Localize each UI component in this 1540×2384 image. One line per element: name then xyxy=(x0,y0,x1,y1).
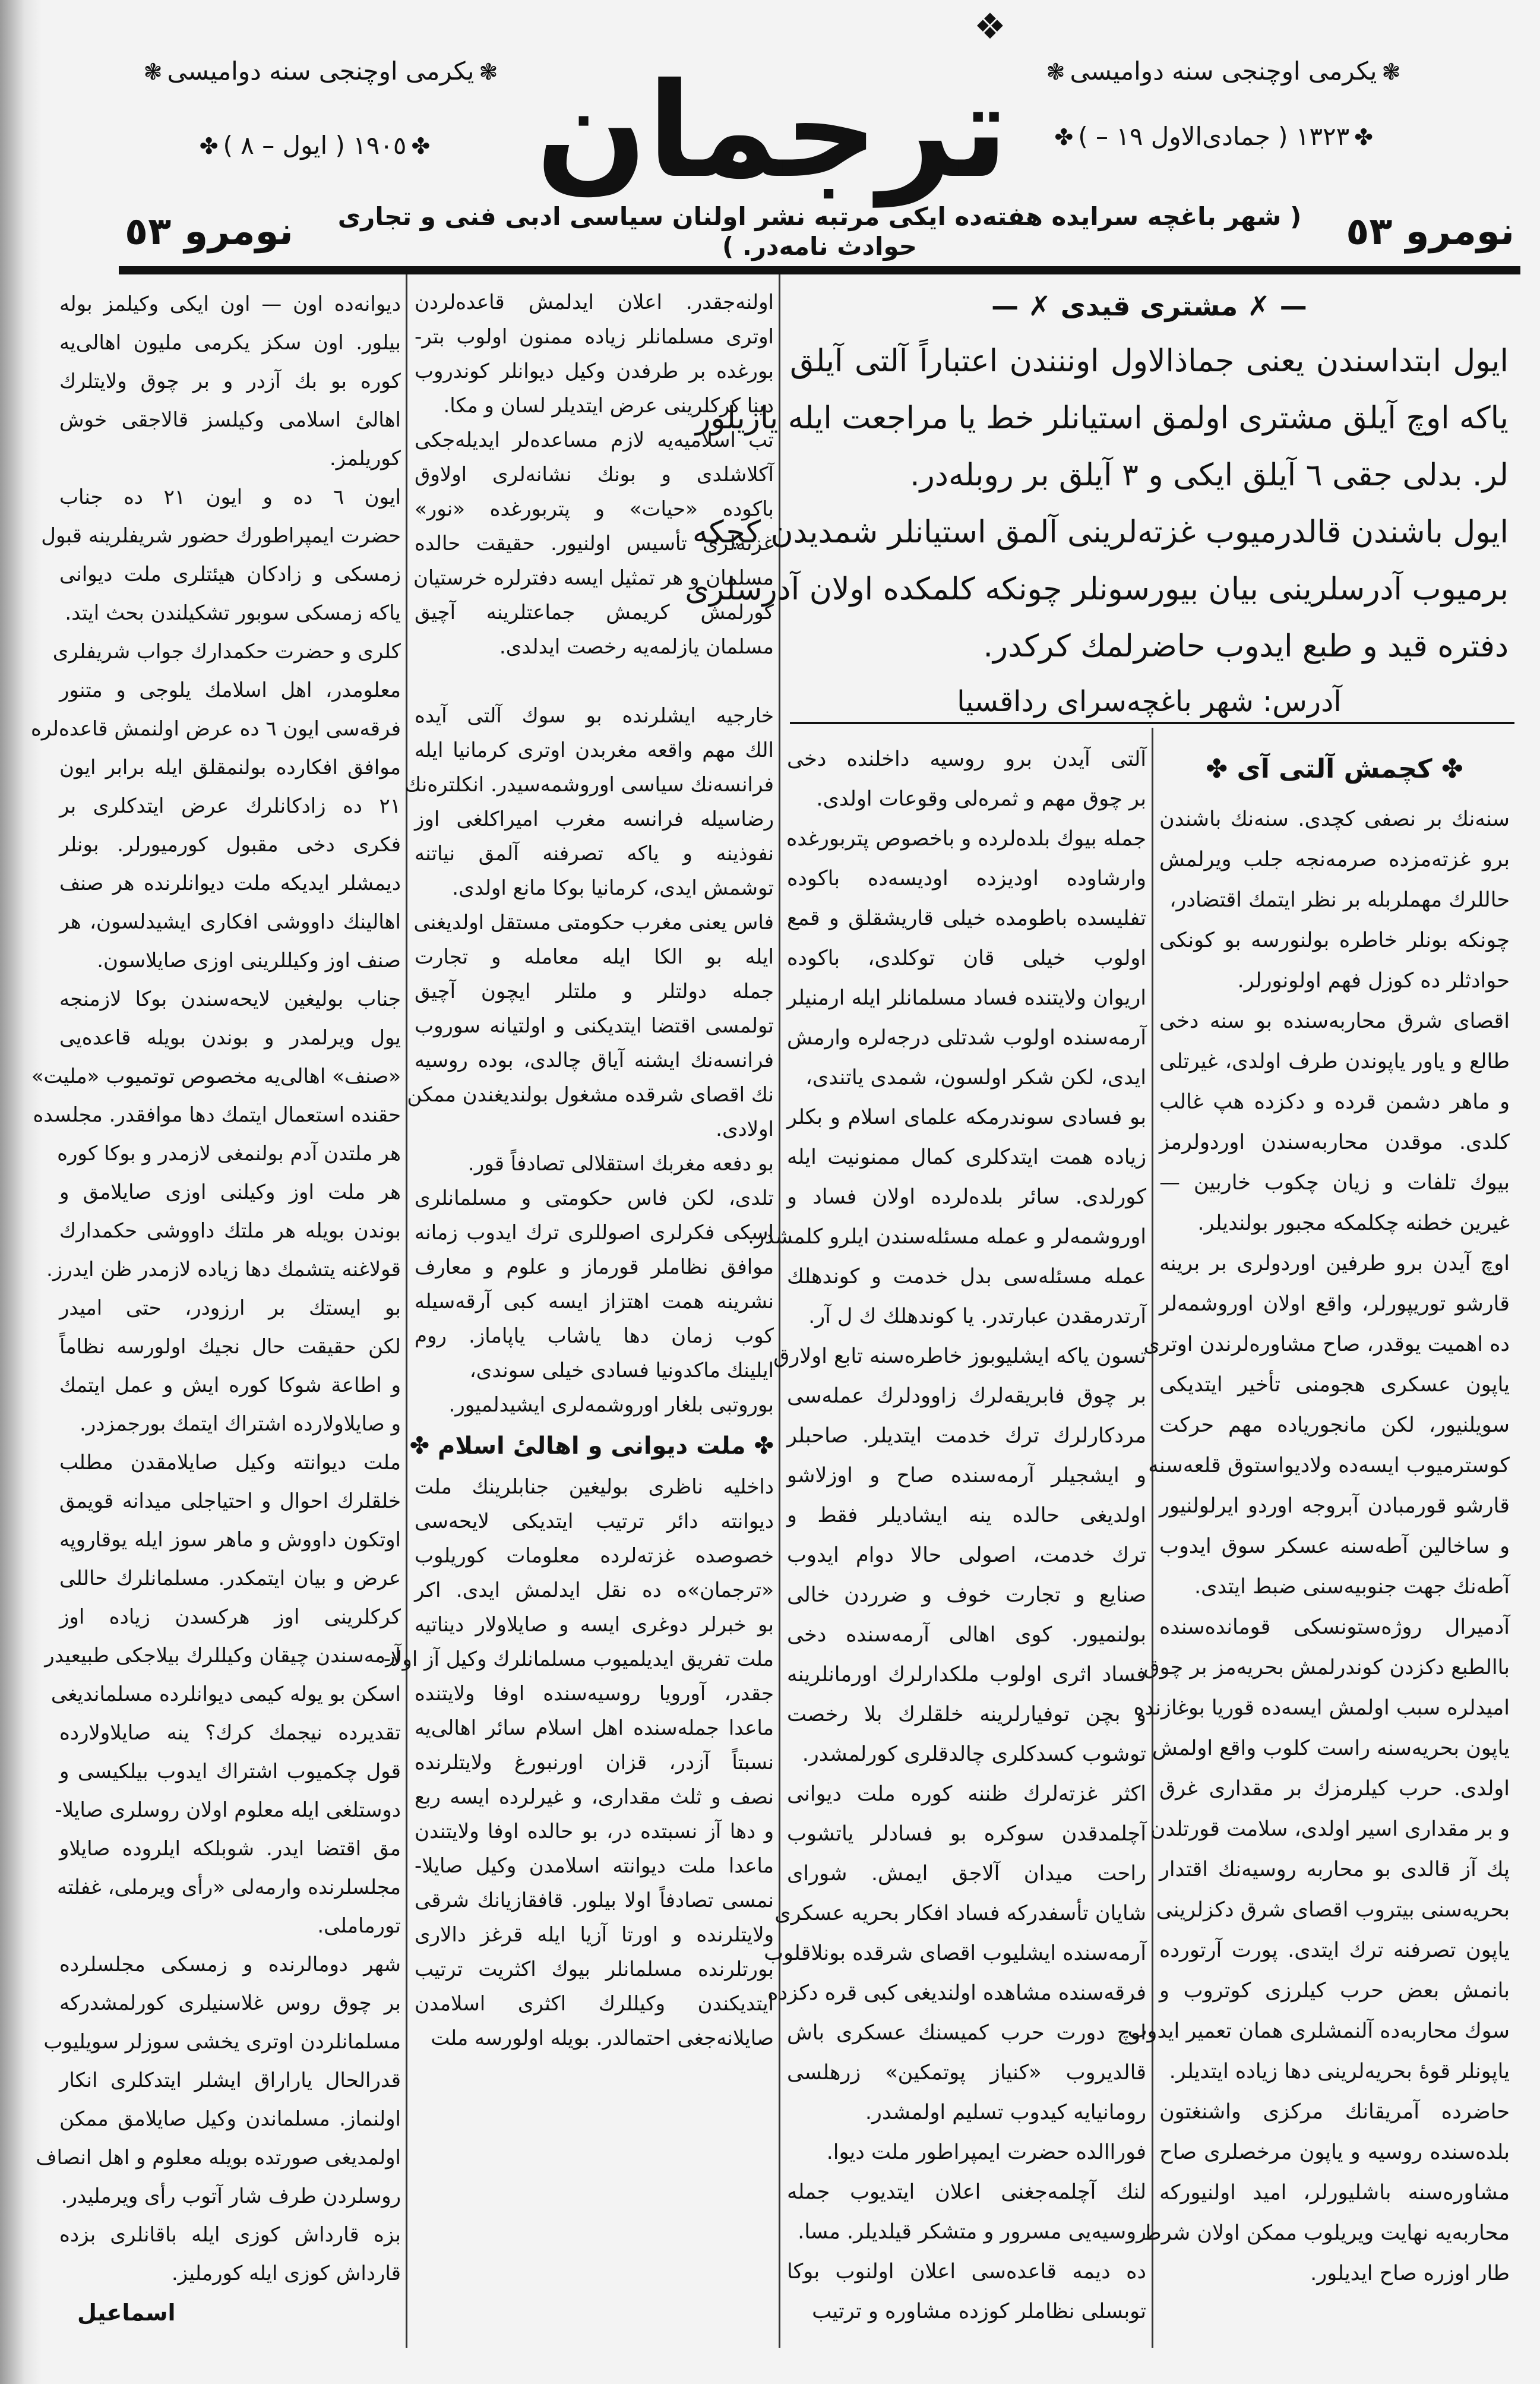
text-line: قولاغنه یتشمك دها زیاده لازمدر ظن ایدرز. xyxy=(46,1258,401,1281)
text-line: حقنده استعمال ایتمك دها موافقدر. مجلسده xyxy=(33,1103,401,1127)
text-line: اسکن بو یوله کیمی دیوانلرده مسلماندیغی xyxy=(50,1682,401,1706)
text-line: نك اقصای شرقده مشغول بولندیغندن ممکن xyxy=(407,1083,774,1107)
text-line: راحت میدان آلاجق ایمش. شورای xyxy=(787,1862,1146,1886)
subtitle: ( شهر باغچه سرایده هفته‌ده ایکی مرتبه نشر اولنان سیاسی ادبی فنی و تجاری حوادث نامه‌در. ) xyxy=(337,202,1302,261)
ornament-icon: ✤ xyxy=(199,133,219,159)
scan-edge xyxy=(0,0,42,2384)
issue-number-left: نومرو ٥٣ xyxy=(125,210,293,254)
text-line: اسکی فکرلری اصوللری ترك ایدوب زمانه xyxy=(415,1221,774,1245)
text-line: بورتلرنده مسلمانلر بیوك اکثریت ترتیب xyxy=(415,1957,774,1981)
text-line: فرقه‌سی ایون ٦ ده عرض اولنمش قاعده‌لره xyxy=(31,717,401,741)
text-line: «ترجمان»ه ده نقل ایدلمش ایدی. اکر xyxy=(415,1578,774,1602)
text-line: و صایلاولارده اشتراك ایتمك بورجمزدر. xyxy=(80,1412,401,1436)
text-line: وارشاوده اودیزده اودیسه‌ده باکوده xyxy=(787,867,1146,891)
text-line: لر. بدلی جقی ٦ آیلق ایکی و ٣ آیلق بر روبله‌در. xyxy=(910,457,1509,493)
text-line: و بر مقداری اسیر اولدی، سلامت قورتلدن xyxy=(1150,1817,1510,1841)
text-line: یاپون تصرفنه ترك ایتدی. پورت آرتورده xyxy=(1159,1938,1510,1962)
text-line: باالطبع دکزدن کوندرلمش بحریه‌مز بر چوق xyxy=(1143,1656,1510,1679)
text-line: صنف اوز وکیللرینی اوزی صایلاسون. xyxy=(97,949,401,972)
ornament-icon: ❃ xyxy=(1381,59,1401,85)
text-line: ایدی، لکن شکر اولسون، شمدی یاتندی، xyxy=(805,1066,1146,1090)
text-line: اکثر غزته‌لرك ظننه کوره ملت دیوانی xyxy=(787,1782,1146,1806)
text-line: اهالینك داووشی افکاری ایشیدلسون، هر xyxy=(59,910,401,934)
text-line: دینا کرکلرینی عرض ایتدیلر لسان و مکا. xyxy=(443,394,774,418)
text-line: جمله دولتلر و ملتلر ایچون آچیق xyxy=(415,980,774,1003)
text-line: اولدیغی حالده ینه ایشادیلر فقط و xyxy=(787,1504,1146,1527)
notice-title: — ✗ مشتری قیدی ✗ — xyxy=(991,290,1307,322)
ornament-icon: ✤ xyxy=(1354,124,1373,150)
text-line: بوندن بویله هر ملتك داووشی حکمدارك xyxy=(59,1219,401,1243)
text-line: لنك آچلمه‌جغنی اعلان ایتدیوب جمله xyxy=(787,2180,1146,2204)
text-line: تقدیرده نیجمك کرك؟ ینه صایلاولارده xyxy=(59,1721,401,1745)
text-line: و بچن توفیارلرینه خلقلرك بلا رخصت xyxy=(787,1703,1146,1726)
text-line: قالدیروب «کنیاز پوتمکین» زرهلسی xyxy=(787,2061,1146,2085)
text-line: ایول باشندن قالدرمیوب غزته‌لرینی آلمق استیانلر شمدیدن کچکه xyxy=(692,514,1509,550)
text-line: رومانیایه کیدوب تسلیم اولمشدر. xyxy=(865,2101,1146,2124)
issue-number-right: نومرو ٥٣ xyxy=(1346,210,1514,254)
text-line: دیوانه‌ده اون — اون ایکی وکیلمز بوله xyxy=(59,292,401,316)
ornament-icon: ✤ xyxy=(411,133,431,159)
text-line: مسلمان و هر تمثیل ایسه دفترلره خرستیان xyxy=(413,566,774,590)
text-line: تسون یاکه ایشلیوبوز خاطره‌سنه تابع اولارق xyxy=(773,1344,1146,1368)
text-line: ملت دیوانته وکیل صایلامقدن مطلب xyxy=(59,1451,401,1474)
text-line: محاربه‌یه نهایت ویریلوب ممکن اولان شرط xyxy=(1142,2221,1510,2245)
hijri-date: ✤١٣٢٣ ( جمادی‌الاول ١٩ – )✤ xyxy=(1054,122,1373,151)
column-divider xyxy=(1152,728,1153,2348)
text-line: بو دفعه مغربك استقلالی تصادفاً قور. xyxy=(467,1152,774,1176)
author-signature: اسماعیل xyxy=(77,2300,176,2326)
text-line: جناب بولیغین لایحه‌سندن بوکا لازمنجه xyxy=(59,987,401,1011)
text-line: بر چوق فابریقه‌لرك زاوودلرك عمله‌سی xyxy=(787,1384,1146,1408)
text-line: نمسی تصادفاً اولا بیلور. قافقازیانك شرقی xyxy=(415,1889,774,1912)
text-line: توبسلی نظاملر کوزده مشاوره و ترتیب xyxy=(812,2300,1146,2323)
text-line: بیلور. اون سکز یکرمی ملیون اهالی‌یه xyxy=(59,331,401,355)
text-line: کرکلرینی اوز هرکسدن زیاده اوز xyxy=(59,1605,401,1629)
ornament-icon: ❃ xyxy=(143,59,163,85)
text-line: بیوك تلفات و زیان چکوب خاربین — xyxy=(1159,1171,1510,1195)
right-year-banner: ❃یکرمی اوچنجی سنه دوامیسی❃ xyxy=(1046,56,1401,86)
gregorian-date: ✤١٩٠٥ ( ایول – ٨ )✤ xyxy=(199,131,431,160)
text-line: قارداش کوزی ایله کورملیز. xyxy=(171,2262,401,2285)
text-line: صنایع و تجارت خوف و ضرردن خالی xyxy=(787,1583,1146,1607)
text-line: تولمسی اقتضا ایتدیکنی و اولتیانه سوروب xyxy=(415,1014,774,1038)
section-heading: ✤ ملت دیوانی و اهالیٔ اسلام ✤ xyxy=(409,1432,774,1460)
title-ornament-icon: ❖ xyxy=(974,6,1006,48)
text-line: قارشو قورمبادن آبروجه اوردو ایرلولنیور xyxy=(1159,1494,1510,1518)
text-line: «صنف» اهالی‌یه مخصوص توتمیوب «ملیت» xyxy=(31,1065,401,1088)
text-line: آکلاشلدی و بونك نشانه‌لری اولاوق xyxy=(415,463,774,487)
text-line: ده دیمه قاعده‌سی اعلان اولنوب بوکا xyxy=(787,2260,1146,2284)
text-line: و ماهر دشمن قرده و دکزده هپ غالب xyxy=(1159,1090,1510,1114)
column-2 xyxy=(383,285,774,2353)
text-line: مجلسلرنده وارمه‌لی «رأی ویرملی، غفلته xyxy=(57,1875,401,1899)
text-line: رضاسیله فرانسه مغرب امیراکلغی اوز xyxy=(415,807,774,831)
text-line: پك آز قالدی بو محاربه روسیه‌نك اقتدار xyxy=(1159,1858,1510,1881)
text-line: هر ملتدن آدم بولنمغی لازمدر و بوکا کوره xyxy=(57,1142,401,1166)
text-line: دوستلغی ایله معلوم اولان روسلری صایلا- xyxy=(55,1798,401,1822)
text-line: جقدر، آورویا روسیه‌سنده اوفا ولایتنده xyxy=(415,1682,774,1706)
text-line: شهر دومالرنده و زمسکی مجلسلرده xyxy=(59,1953,401,1976)
section-heading-text: ملت دیوانی و اهالیٔ اسلام xyxy=(438,1432,746,1460)
text-line: ایله بو الکا ایله معامله و تجارت xyxy=(415,945,774,969)
text-line: یاپونلر قوۀ بحریه‌لرینی دها زیاده ایتدیلر. xyxy=(1169,2060,1510,2083)
text-line: سنه‌نك بر نصفی کچدی. سنه‌نك باشندن xyxy=(1159,807,1510,831)
text-line: فوراالده حضرت ایمپراطور ملت دیوا. xyxy=(826,2140,1146,2164)
text-line: عرض و بیان ایتمکدر. مسلمانلرك حاللی xyxy=(59,1567,401,1590)
text-line: موافق افکارده بولنمقلق ایله برابر ایون xyxy=(59,756,401,779)
text-line: بوروتبی بلغار اوروشمه‌لری ایشیدلمیور. xyxy=(448,1393,774,1417)
text-line: تفلیسده باطومده خیلی قاریشقلق و قمع xyxy=(787,907,1146,930)
text-line: کوب زمان دها یاشاب یاپاماز. روم xyxy=(415,1324,774,1348)
text-line: بلده‌سنده روسیه و یاپون مرخصلری صاح xyxy=(1159,2140,1510,2164)
text-line: ولایتلرنده و اورتا آزیا ایله قرغز دالاری xyxy=(415,1923,774,1947)
text-line: آطه‌نك جهت جنوبیه‌سنی ضبط ایتدی. xyxy=(1194,1575,1510,1599)
text-line: برو غزته‌مزده صرمه‌نجه جلب ویرلمش xyxy=(1159,848,1510,871)
text-line: بحریه‌سنی بیتروب اقصای شرق دکزلرینی xyxy=(1156,1898,1510,1922)
text-line: آلتی آیدن برو روسیه داخلنده دخی xyxy=(787,747,1146,771)
text-line: مشاوره‌سنه باشلیورلر، امید اولنیورکه xyxy=(1159,2181,1510,2205)
notice-address: آدرس: شهر باغچه‌سرای رداقسیا xyxy=(957,685,1342,718)
text-line: ایتدیکندن وکیللرك اکثری اسلامدن xyxy=(415,1992,774,2016)
text-line: فساد اثری اولوب ملکدارلرك اورمانلرینه xyxy=(787,1663,1146,1687)
text-line: آچلمدقدن سوکره بو فسادلر یاتشوب xyxy=(787,1822,1146,1846)
column-3 xyxy=(748,740,1146,2350)
text-line: مق اقتضا ایدر. شوبلکه ایلروده صایلاو xyxy=(59,1837,401,1861)
text-line: چونکه بونلر خاطره بولنورسه بو کونکی xyxy=(1159,929,1510,952)
text-line: بورغده بر طرفدن وکیل دیوانلر کوندروب xyxy=(415,359,774,383)
column-4 xyxy=(1127,740,1510,2350)
text-line: توشمش ایدی، کرمانیا بوکا مانع اولدی. xyxy=(452,876,774,900)
section-heading: ✤ کچمش آلتی آی ✤ xyxy=(1206,754,1463,784)
text-line: زمسکی و زادکان هیئتلری ملت دیوانی xyxy=(59,563,401,586)
text-line: قدرالحال یاراراق ایشلر ایتدکلری انکار xyxy=(59,2069,401,2092)
text-line: ملت تفریق ایدیلمیوب مسلمانلرك وکیل آز اولا- xyxy=(383,1647,774,1671)
text-line: اولادی. xyxy=(716,1117,774,1141)
ornament-icon: ✤ xyxy=(1054,124,1074,150)
column-1 xyxy=(31,285,401,2353)
subtitle-line xyxy=(125,199,1514,264)
text-line: اولدی. حرب کیلرمزك بر مقداری غرق xyxy=(1159,1777,1510,1801)
ornament-icon: ❃ xyxy=(1046,59,1065,85)
text-line: الك مهم واقعه مغربدن اوتری کرمانیا ایله xyxy=(415,738,774,762)
text-line: مردکارلرك ترك خدمت ایتدیلر. صاحبلر xyxy=(787,1424,1146,1448)
text-line xyxy=(415,664,774,699)
text-line: دفتره قید و طبع ایدوب حاضرلمك کرکدر. xyxy=(983,629,1509,664)
text-line: تب اسلامیه‌یه لازم مساعده‌لر ایدیله‌جکی xyxy=(415,428,774,452)
text-line: کلری و حضرت حکمدارك جواب شریفلری xyxy=(52,640,401,664)
header-rule xyxy=(119,266,1520,274)
text-line: عمله مسئله‌سی بدل خدمت و کوندهلك xyxy=(787,1265,1146,1289)
text-line: غزته‌لری تأسیس اولنیور. حقیقت حالده xyxy=(415,532,774,555)
text-line: مسلمان یازلمه‌یه رخصت ایدلدی. xyxy=(499,635,774,659)
text-line: حوادثلر ده کوزل فهم اولونورلر. xyxy=(1237,969,1510,993)
text-line: لکن حقیقت حال نجیك اولورسه نظاماً xyxy=(59,1335,401,1359)
text-line: یاپون عسکری هجومنی تأخیر ایتدیکی xyxy=(1159,1373,1510,1397)
text-line: باکوده «حیات» و پتربورغده «نور» xyxy=(415,497,774,521)
text-line: کوره بو بك آزدر و بر چوق ولایتلرك xyxy=(59,370,401,393)
text-line: بر چوق روس غلاسنیلری کورلمشدرکه xyxy=(59,1991,401,2015)
text-line: ماعدا جمله‌سنده اهل اسلام سائر اهالی‌یه xyxy=(415,1716,774,1740)
text-line: کوسترمیوب ایسه‌ده ولادیواستوق قلعه‌سنه xyxy=(1148,1454,1510,1477)
text-line: نفوذینه و یاکه تصرفنه آلمق نیاتنه xyxy=(415,842,774,866)
text-line: ایون ٦ ده و ایون ٢١ ده جناب xyxy=(59,485,401,509)
text-line: نشرینه همت اهتزاز ایسه کبی آرقه‌سیله xyxy=(415,1290,774,1313)
text-line: ٢١ ده زادکانلرك عرض ایتدکلری بر xyxy=(59,794,401,818)
text-line: بانمش بعض حرب کیلرزی کوتروب و xyxy=(1159,1979,1510,2003)
text-line: هر ملت اوز وکیلنی اوزی صایلامق و xyxy=(59,1180,401,1204)
text-line: داخلیه ناظری بولیغین جنابلرینك ملت xyxy=(415,1475,774,1499)
ornament-icon: ❃ xyxy=(479,59,498,85)
text-line: قول چکمیوب اشتراك ایدوب بیلکیسی و xyxy=(59,1760,401,1783)
text-line: کوریلمز. xyxy=(329,447,401,471)
text-line: کورلدی. سائر بلده‌لرده اولان فساد و xyxy=(787,1185,1146,1209)
text-line: اولنه‌جقدر. اعلان ایدلمش قاعده‌لردن xyxy=(415,290,774,314)
text-line: ترك خدمت، اصولی حالا دوام ایدوب xyxy=(787,1543,1146,1567)
text-line: ایول ابتداسندن یعنی جماذالاول اوننندن اعتباراً آلتی آیلق xyxy=(790,343,1509,379)
text-line: بولنمیور. کوی اهالی آرمه‌سنده دخی xyxy=(787,1623,1146,1647)
text-line: طالع و یاور یاپوندن طرف اولدی، غیرتلی xyxy=(1159,1050,1510,1073)
text-line: روسیه‌یی مسرور و متشکر قیلدیلر. مسا. xyxy=(798,2220,1146,2244)
text-line: غیرین خطنه چکلمکه مجبور بولندیلر. xyxy=(1197,1211,1510,1235)
text-line: اوتکون داووش و ماهر سوز ایله یوقاروپه xyxy=(59,1528,401,1552)
text-line: یاکه اوچ آیلق مشتری اولمق استیانلر خط یا مراجعت ایله یازیلور xyxy=(695,400,1509,436)
text-line: برمیوب آدرسلرینی بیان بیورسونلر چونکه کلمکده اولان آدرسلری xyxy=(685,571,1509,607)
newspaper-title: ترجمان xyxy=(536,55,1008,207)
text-line: جمله بیوك بلده‌لرده و باخصوص پتربورغده xyxy=(786,827,1146,851)
text-line: آرمه‌سنده ایشلیوب اقصای شرقده بونلاقلوب xyxy=(764,1941,1146,1965)
text-line: کلدی. موقدن محاربه‌سندن اوردولرمز xyxy=(1159,1131,1510,1154)
text-line: دیوانته دائر ترتیب ایتدیکی لایحه‌سی xyxy=(415,1510,774,1533)
text-line: اریوان ولایتنده فساد مسلمانلر ایله ارمنیلر xyxy=(787,986,1146,1010)
text-line: سویلنیور، لکن مانجوریاده مهم حرکت xyxy=(1159,1413,1510,1437)
text-line: نصف و ثلث مقداری، و غیرلرده ایسه ربع xyxy=(415,1785,774,1809)
text-line: اقصای شرق محاربه‌سنده بو سنه دخی xyxy=(1159,1009,1510,1033)
text-line: شایان تأسفدرکه فساد افکار بحریه عسکری xyxy=(774,1902,1146,1925)
text-line: آرمه‌سندن چیقان وکیللرك بیلاجکی طبیعیدر xyxy=(45,1644,401,1668)
text-line: اوچ آیدن برو طرفین اوردولری بر برینه xyxy=(1159,1252,1510,1275)
text-line: بو فسادی سوندرمکه علمای اسلام و بکلر xyxy=(787,1106,1146,1129)
text-line: کورلمش کریمش جماعتلرینه آچیق xyxy=(415,601,774,624)
text-line: معلومدر، اهل اسلامك یلوجی و متنور xyxy=(59,678,401,702)
text-line: دیمشلر ایدیکه ملت دیوانلرنده هر صنف xyxy=(59,871,401,895)
text-line: صایلانه‌جغی احتمالدر. بویله اولورسه ملت xyxy=(431,2026,774,2050)
text-line: یاپون بحریه‌سنه راست کلوب واقع اولمش xyxy=(1152,1736,1510,1760)
section-heading-text: کچمش آلتی آی xyxy=(1237,754,1433,784)
subscription-notice xyxy=(685,279,1509,719)
text-line: اهالیٔ اسلامی وکیلسز قالاجقی خوش xyxy=(59,408,401,432)
text-line: و دها آز نسبتده در، بو حالده اوفا ولایتندن xyxy=(415,1820,774,1843)
text-line: ایلینك ماکدونیا فسادی خیلی سوندی، xyxy=(469,1359,774,1382)
text-line: آدمیرال روژه‌ستونسکی قومانده‌سنده xyxy=(1159,1615,1510,1639)
text-line: ماعدا ملت دیوانته اسلامدن وکیل صایلا- xyxy=(415,1854,774,1878)
text-line: و ایشجیلر آرمه‌سنده صاح و اوزلاشو xyxy=(787,1464,1146,1488)
text-line: فکری دخی مقبول کورمیورلر. بونلر xyxy=(59,833,401,857)
text-line: فاس یعنی مغرب حکومتی مستقل اولدیغنی xyxy=(413,911,774,934)
text-line: یول ویرلمدر و بوندن بویله قاعده‌یی xyxy=(59,1026,401,1050)
text-line: تلدی، لکن فاس حکومتی و مسلمانلری xyxy=(415,1186,774,1210)
column-divider xyxy=(406,274,407,2348)
text-line: امیدلره سبب اولمش ایسه‌ده قوریا بوغازنده xyxy=(1133,1696,1510,1720)
text-line: سوك محاربه‌ده آلنمشلری همان تعمیر ایدوب xyxy=(1127,2019,1510,2043)
text-line: و اطاعة شوکا کوره ایش و عمل ایتمك xyxy=(59,1373,401,1397)
text-line: موافق نظاملر قورماز و علوم و معارف xyxy=(415,1255,774,1279)
text-line: فرانسه‌نك ایشنه آیاق چالدی، بوده روسیه xyxy=(415,1049,774,1072)
left-year-banner: ❃یکرمی اوچنجی سنه دوامیسی❃ xyxy=(143,56,498,86)
text-line: حضرت ایمپراطورك حضور شریفلرینه قبول xyxy=(41,524,401,548)
text-line: فرانسه‌نك سیاسی اوروشمه‌سیدر. انکلتره‌نك xyxy=(404,773,774,797)
text-line: طار اوزره صاح ایدیلور. xyxy=(1310,2262,1510,2285)
text-line: تورماملی. xyxy=(317,1914,401,1938)
text-line: خارجیه ایشلرنده بو سوك آلتی آیده xyxy=(415,704,774,728)
text-line: خصوصده غزته‌لرده معلومات کوریلوب xyxy=(415,1544,774,1568)
text-line: یاکه زمسکی سوبور تشکیلندن بحث ایتد. xyxy=(65,601,401,625)
text-line: حاضرده آمریقانك مرکزی واشنغتون xyxy=(1159,2100,1510,2124)
text-line: آرمه‌سنده اولوب شدتلی درجه‌لره وارمش xyxy=(787,1026,1146,1050)
text-line: توشوب کسدکلری چالدقلری کورلمشدر. xyxy=(802,1742,1146,1766)
text-line: اوچ دورت حرب کمیسنك عسکری باش xyxy=(787,2021,1146,2045)
text-line: حاللرك مهملربله بر نظر ایتمك اقتضادر، xyxy=(1169,888,1510,912)
text-line: بر چوق مهم و ثمره‌لی وقوعات اولدی. xyxy=(816,787,1146,811)
text-line: زیاده همت ایتدکلری کمال ممنونیت ایله xyxy=(787,1145,1146,1169)
text-line: و ساخالین آطه‌سنه عسکر سوق ایدوب xyxy=(1159,1534,1510,1558)
text-line: اولوب خیلی قان توکلدی، باکوده xyxy=(787,946,1146,970)
text-line: آرتدرمقدن عبارتدر. یا کوندهلك ك ل آر. xyxy=(808,1305,1146,1328)
text-line: نسبتاً آزدر، قزان اورنبورغ ولایتلرنده xyxy=(415,1751,774,1774)
text-line: اولمدیغی صورتده بویله معلوم و اهل انصاف xyxy=(36,2146,401,2170)
text-line: بو ایستك بر ارزودر، حتی امیدر xyxy=(59,1296,401,1320)
text-line: اوروشمه‌لر و عمله مسئله‌سندن ایلرو کلمشدر. xyxy=(748,1225,1146,1249)
text-line: بو خبرلر دوغری ایسه و صایلاولار دیناتیه xyxy=(415,1613,774,1637)
text-line: فرقه‌سنده مشاهده اولندیغی کبی قره دکزده xyxy=(767,1981,1146,2005)
text-line: قارشو توریپورلر، واقع اولان اوروشمه‌لر xyxy=(1159,1292,1510,1316)
text-line: روسلردن طرف شار آتوب رأی ویرملیدر. xyxy=(61,2184,401,2208)
text-line: خلقلرك احوال و احتیاجلی میدانه قویمق xyxy=(59,1489,401,1513)
text-line: ده اهمیت یوقدر، صاح مشاوره‌لرندن اوتری xyxy=(1143,1332,1510,1356)
text-line: اولنماز. مسلماندن وکیل صایلامق ممکن xyxy=(59,2107,401,2131)
text-line: مسلمانلردن اوتری یخشی سوزلر سویلیوب xyxy=(43,2030,401,2054)
text-line: اوتری مسلمانلر زیاده ممنون اولوب بتر- xyxy=(415,325,774,349)
text-line: بزه قارداش کوزی ایله باقانلری بزده xyxy=(59,2223,401,2247)
